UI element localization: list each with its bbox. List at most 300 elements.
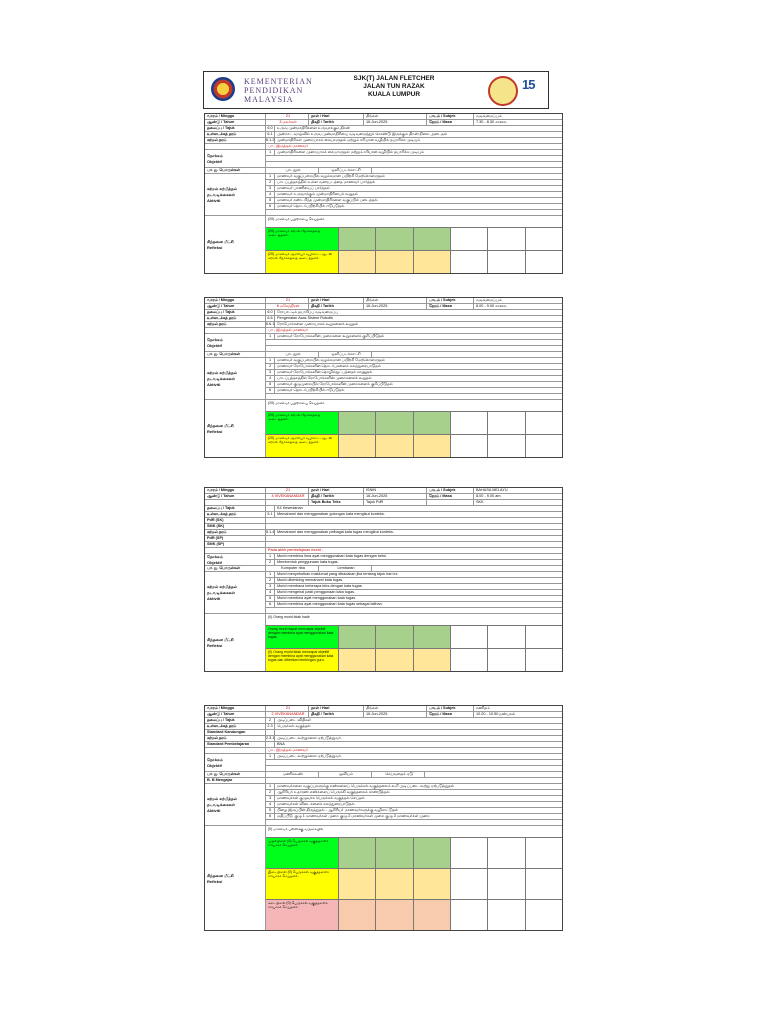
tajuk-pdr-label: Tajuk PdR — [364, 500, 427, 505]
activity-step-number: 4 — [266, 192, 275, 197]
topic-number: 6.0 — [266, 310, 275, 315]
subject-value: BAHASA MELAYU — [476, 488, 508, 492]
learning-standard-value: Memahami dan menggunakan pelbagai kata tugas mengikut konteks. — [277, 530, 394, 534]
activities-section — [205, 358, 562, 400]
blank-row — [266, 820, 562, 825]
reflection-checkbox-grid — [339, 412, 562, 434]
week-label: வாரம் / Minggu — [205, 706, 266, 711]
activities-section — [205, 784, 562, 826]
reflection-checkbox-cell[interactable] — [414, 412, 451, 434]
teaching-aid-item: மணிக்கூண் — [266, 772, 319, 777]
activity-step-text: மாணவர் உருவாக்கும் முன்மாதிரியைக் கூறுதல் — [277, 192, 358, 196]
activity-step-text: Murid menyebutkan maklumat yang dibacakan jika tentang tajuk hari ini. — [277, 572, 399, 576]
teaching-aids-label: பா. து. பொருள்கள் — [205, 772, 266, 777]
activity-step-text: பிழை இருப்பின் திருத்துதல் - ஆசிரியர் மாணவர்களுக்கு வழிகாட்டுதல் — [277, 808, 399, 812]
time-value: 8.00 - 9.00 am — [476, 494, 501, 498]
reflection-checkbox-cell[interactable] — [376, 251, 413, 273]
class-label: ஆண்டு / Tahun — [205, 304, 266, 309]
reflection-level-text: இடைநிலை (0) பெருக்கல் வகுத்தலைச் சரியாகச் செய்தனர். — [266, 869, 339, 899]
reflection-label — [205, 826, 266, 930]
learning-standard-label: கற்றல் தரம் — [205, 322, 266, 327]
reflection-body — [266, 400, 562, 457]
empty-cell — [427, 500, 474, 505]
empty-cell — [266, 778, 562, 783]
reflection-checkbox-cell[interactable] — [339, 649, 376, 671]
reflection-checkbox-cell[interactable] — [526, 228, 562, 250]
objective-number: 1 — [266, 554, 275, 559]
reflection-checkbox-cell[interactable] — [414, 649, 451, 671]
reflection-checkbox-cell[interactable] — [488, 900, 525, 930]
reflection-subtitle: Refleksi — [207, 643, 223, 648]
activity-step-text: பாடப்புத்தகத்தில் உள்ள வரைபடத்தை மாணவர் பார்த்தல் — [277, 180, 376, 184]
reflection-title: சிந்தனை மீட்சி — [207, 239, 234, 244]
week-label: வாரம் / Minggu — [205, 488, 266, 493]
objective-text: Murid membina lima ayat menggunakan kata tugas dengan betul. — [277, 554, 388, 558]
activities-label — [205, 174, 266, 215]
reflection-label — [205, 216, 266, 273]
tajuk-buku-label: Tajuk Buku Teks — [309, 500, 364, 505]
activities-body — [266, 358, 562, 399]
reflection-level-text: (0) Orang murid tidak mencapai objektif dengan membina ayat menggunakan kata tugas dan diberikan bimbingan guru. — [266, 649, 339, 671]
activity-step-number: 3 — [266, 796, 275, 801]
reflection-section — [205, 826, 562, 930]
teaching-aids-label: பா. து. பொருள்கள் — [205, 566, 266, 571]
activities-title: கற்றல் கற்பித்தல் நடவடிக்கைகள் — [207, 370, 237, 381]
teaching-aids-label: பா. து. பொருள்கள் — [205, 352, 266, 357]
activities-body — [266, 784, 562, 825]
reflection-checkbox-cell[interactable] — [526, 251, 562, 273]
reflection-checkbox-grid — [339, 900, 562, 930]
topic-number: 6.0 — [266, 126, 275, 131]
class-value: 4 VIVEKANANDAR — [266, 494, 309, 499]
reflection-attendance-row — [266, 216, 562, 228]
learning-standard-value: ரோபோக்களை முறையாகக் கூறுகளைக் கூறுதல் — [277, 322, 359, 326]
reflection-checkbox-cell[interactable] — [376, 435, 413, 457]
week-value: 21 — [266, 706, 309, 711]
reflection-title: சிந்தனை மீட்சி — [207, 423, 234, 428]
activity-step-text: மாணவர் பாணியைப் பார்த்தல் — [277, 186, 330, 190]
day-label: நாள் / Hari — [309, 706, 364, 711]
reflection-checkbox-cell[interactable] — [526, 869, 562, 899]
reflection-checkbox-cell[interactable] — [339, 251, 376, 273]
teaching-aid-item: ஒளிப்படக்காட்சி — [319, 168, 372, 173]
day-label: நாள் / Hari — [309, 114, 364, 119]
reflection-level-row — [266, 869, 562, 900]
content-standard-value: Memahami dan menggunakan golongan kata mengikut konteks. — [277, 512, 385, 516]
week-label: வாரம் / Minggu — [205, 114, 266, 119]
pdr-label: SMK (SP) — [205, 542, 266, 547]
learning-standard-value: முன்மாதிரிகள் முறையாகக் கையாளுதல் மற்றும் சரியான வழியில் தயாரிக்க முடியும் — [277, 138, 421, 142]
activity-step-text: மாணவர்கள் விடைகளைக் கலந்துரையாடுதல் — [277, 802, 355, 806]
activity-step-number: 4 — [266, 590, 275, 595]
empty-cell — [266, 518, 562, 523]
reflection-checkbox-cell[interactable] — [451, 435, 488, 457]
reflection-checkbox-grid — [339, 626, 562, 648]
pdr-label: PdR (SP) — [205, 536, 266, 541]
activities-section — [205, 174, 562, 216]
objective-label — [205, 554, 266, 565]
objective-section — [205, 150, 562, 168]
reflection-checkbox-cell[interactable] — [526, 838, 562, 868]
topic-value: உருவ முன்மாதிரிகளை உருவாக்கும் திறன் — [277, 126, 350, 130]
topic-label: தலைப்பு / Tajuk — [205, 126, 266, 131]
topic-value: ரோபாட்டிக் தயாரிப்பு வடிவமைப்பு — [277, 310, 338, 314]
reflection-attendance-text: (0) மாணவர் பள்ளிக்கு வருகையில். — [268, 827, 325, 831]
time-value: 10.20 - 10.50 நண்பகல் — [476, 712, 516, 716]
reflection-level-row — [266, 649, 562, 671]
empty-cell — [266, 542, 562, 547]
activity-step-text: Murid membaca beberapa teks dengan kata tugas. — [277, 584, 363, 588]
day-label: நாள் / Hari — [309, 298, 364, 303]
teaching-aid-item: பாடநூல் — [266, 352, 319, 357]
week-value: 21 — [266, 298, 309, 303]
reflection-checkbox-cell[interactable] — [451, 626, 488, 648]
activity-step-text: மாணவர் தொடர்பயிற்சியில் ஈடுபடுதல் — [277, 204, 345, 208]
ministry-name: KEMENTERIAN PENDIDIKAN MALAYSIA — [244, 76, 313, 104]
reflection-checkbox-cell[interactable] — [414, 435, 451, 457]
class-label: ஆண்டு / Tahun — [205, 712, 266, 717]
reflection-attendance-text: (0) Orang murid tidak hadir — [268, 615, 310, 619]
activity-step-number: 1 — [266, 174, 275, 179]
reflection-checkbox-cell[interactable] — [414, 251, 451, 273]
reflection-checkbox-cell[interactable] — [414, 869, 451, 899]
content-standard-number: 6.6 — [266, 316, 275, 321]
activities-body — [266, 572, 562, 613]
reflection-subtitle: Refleksi — [207, 878, 223, 884]
class-value: 6 மகேந்திரன் — [266, 304, 309, 309]
topic-number: 2 — [266, 718, 275, 723]
empty-cell — [266, 500, 309, 505]
reflection-checkbox-cell[interactable] — [376, 838, 413, 868]
date-value: 16-Jun-2025 — [364, 304, 427, 309]
learning-standard-number: 6.1.2 — [266, 138, 275, 142]
date-value: 16-Jun-2025 — [364, 494, 427, 499]
activities-label — [205, 358, 266, 399]
activity-step-number: 3 — [266, 370, 275, 375]
activity-step-number: 4 — [266, 376, 275, 381]
activity-step-text: Murid dibimbing memahami kata tugas. — [277, 578, 344, 582]
learning-standard-number: 5.1.4 — [266, 530, 275, 534]
reflection-checkbox-cell[interactable] — [339, 869, 376, 899]
subject-value: கணிதம் — [476, 706, 490, 710]
reflection-checkbox-grid — [339, 838, 562, 868]
time-value: 8.00 - 9.00 காலை — [476, 304, 507, 308]
empty-cell — [275, 730, 562, 735]
lesson-block — [204, 487, 563, 672]
reflection-level-text: (20) மாணவர் கற்றல் நோக்கத்தை அடைந்தனர். — [266, 228, 339, 250]
class-value: 3 மலர்கள் — [266, 120, 309, 125]
date-value: 16-Jun-2025 — [364, 712, 427, 717]
content-standard-label: உள்ளடக்கத் தரம் — [205, 316, 266, 321]
objective-body — [266, 150, 562, 167]
reflection-checkbox-cell[interactable] — [339, 435, 376, 457]
learning-standard-sublabel: Standard Pembelajaran — [205, 742, 266, 747]
reflection-level-text: Orang murid dapat mencapai objektif dengan membina ayat menggunakan kata tugas. — [266, 626, 339, 648]
activity-step-number: 1 — [266, 358, 275, 363]
reflection-body — [266, 614, 562, 671]
content-standard-number: 2.3 — [266, 724, 275, 729]
reflection-level-row — [266, 412, 562, 435]
topic-number — [266, 506, 275, 511]
topic-value: அடிப்படை விதிகள் — [277, 718, 311, 722]
blank-row — [266, 162, 562, 167]
time-value: 7.30 - 8.30 காலை — [476, 120, 507, 124]
objective-text: Membentuk penggunaan kata tugas. — [277, 560, 339, 564]
activities-label — [205, 572, 266, 613]
activities-subtitle: Aktiviti — [207, 596, 221, 601]
teaching-aid-item: Lembaran — [319, 566, 372, 571]
reflection-subtitle: Refleksi — [207, 245, 223, 250]
activity-step-number: 4 — [266, 802, 275, 807]
empty-cell — [372, 352, 562, 357]
reflection-checkbox-cell[interactable] — [451, 251, 488, 273]
reflection-level-row — [266, 900, 562, 930]
class-label: ஆண்டு / Tahun — [205, 494, 266, 499]
objective-text: அடிப்படை கூற்றுகளை ஏற்படுத்துவர். — [277, 754, 342, 758]
reflection-checkbox-cell[interactable] — [488, 626, 525, 648]
reflection-checkbox-cell[interactable] — [526, 435, 562, 457]
reflection-checkbox-cell[interactable] — [339, 626, 376, 648]
reflection-checkbox-cell[interactable] — [488, 251, 525, 273]
reflection-checkbox-cell[interactable] — [451, 649, 488, 671]
reflection-checkbox-cell[interactable] — [376, 869, 413, 899]
time-label: நேரம் / Masa — [427, 304, 474, 309]
activity-step-number: 1 — [266, 572, 275, 577]
empty-cell — [372, 168, 562, 173]
day-value: ISNIN — [364, 488, 427, 493]
subject-label: பாடம் / Subjek — [427, 298, 474, 303]
reflection-checkbox-cell[interactable] — [488, 649, 525, 671]
reflection-checkbox-cell[interactable] — [339, 900, 376, 930]
school-name: SJK(T) JALAN FLETCHER JALAN TUN RAZAK KUALA LUMPUR — [353, 75, 435, 98]
reflection-title: சிந்தனை மீட்சி — [207, 637, 234, 642]
week-value: 21 — [266, 114, 309, 119]
activity-step-number: 5 — [266, 198, 275, 203]
subject-label: பாடம் / Subjek — [427, 114, 474, 119]
reflection-checkbox-cell[interactable] — [488, 435, 525, 457]
subject-value: வடிவமைப்பும் — [476, 298, 502, 302]
day-value: திங்கள் — [364, 114, 427, 119]
lesson-block — [204, 297, 563, 458]
reflection-level-text: முதல்நிலை (0) பெருக்கல் வகுத்தலைச் சரியாகச் செய்தனர். — [266, 838, 339, 868]
reflection-section — [205, 400, 562, 457]
week-label: வாரம் / Minggu — [205, 298, 266, 303]
reflection-label — [205, 614, 266, 671]
reflection-label — [205, 400, 266, 457]
empty-cell — [266, 524, 562, 529]
blank-row — [266, 346, 562, 351]
week-value: 21 — [266, 488, 309, 493]
reflection-checkbox-cell[interactable] — [526, 626, 562, 648]
empty-cell — [205, 748, 266, 753]
blank-row — [266, 608, 562, 613]
blank-row — [266, 394, 562, 399]
empty-cell — [205, 144, 266, 149]
date-label: திகதி / Tarikh — [309, 494, 364, 499]
objective-subtitle: Objektif — [207, 560, 222, 565]
reflection-checkbox-cell[interactable] — [414, 626, 451, 648]
date-label: திகதி / Tarikh — [309, 712, 364, 717]
activity-step-number: 6 — [266, 204, 275, 209]
reflection-checkbox-cell[interactable] — [339, 838, 376, 868]
reflection-checkbox-cell[interactable] — [414, 900, 451, 930]
activities-body — [266, 174, 562, 215]
learning-standard-extra: BNA — [277, 742, 285, 746]
activity-step-text: மாணவர் வகுப்பறையில் வழக்கமான பயிற்சி மேற்கொள்ளுதல் — [277, 358, 385, 362]
learner-note: பா - இருத்தல் மாணவர் — [268, 328, 309, 332]
learner-note: பா - இருத்தல் மாணவர் — [268, 748, 309, 752]
empty-cell — [266, 536, 562, 541]
day-label: நாள் / Hari — [309, 488, 364, 493]
reflection-checkbox-cell[interactable] — [488, 412, 525, 434]
activity-step-number: 2 — [266, 180, 275, 185]
reflection-level-text: (20) மாணவர் ஆசிரியர் வழிகாட்டலுடன் கற்றல் நோக்கத்தை அடைந்தனர். — [266, 435, 339, 457]
teaching-aid-item: ஒளிப்படக்காட்சி — [319, 352, 372, 357]
day-value: திங்கள் — [364, 298, 427, 303]
activity-step-number: 3 — [266, 186, 275, 191]
activities-subtitle: Aktiviti — [207, 382, 221, 387]
reflection-checkbox-cell[interactable] — [451, 412, 488, 434]
activity-step-number: 5 — [266, 382, 275, 387]
empty-cell — [266, 742, 275, 747]
class-value: 2 VIVEKANANDAR — [266, 712, 309, 717]
learning-standard-label: கற்றல் தரம் — [205, 530, 266, 535]
reflection-checkbox-cell[interactable] — [376, 900, 413, 930]
pdr-label: PdR (SK) — [205, 518, 266, 523]
reflection-section — [205, 216, 562, 273]
objective-subtitle: Objektif — [207, 159, 222, 164]
content-standard-label: உள்ளடக்கத் தரம் — [205, 512, 266, 517]
reflection-checkbox-cell[interactable] — [376, 626, 413, 648]
reflection-checkbox-cell[interactable] — [376, 412, 413, 434]
activity-step-text: ஆசிரியர் உதாரண எண்களைப் பெருக்கி வகுத்தலைக் காண்பித்தல் — [277, 790, 390, 794]
reflection-checkbox-cell[interactable] — [526, 900, 562, 930]
activity-step-text: மாணவர் கண்டறிந்த முன்மாதிரிகளை வகுப்பில் படைத்தல் — [277, 198, 378, 202]
reflection-attendance-row — [266, 614, 562, 626]
objective-number: 2 — [266, 560, 275, 565]
blank-row — [266, 210, 562, 215]
content-standard-value: பெருக்கல் வகுத்தல் — [277, 724, 311, 728]
lesson-block — [204, 705, 563, 931]
activity-step-number: 6 — [266, 814, 275, 819]
reflection-checkbox-grid — [339, 251, 562, 273]
activity-step-number: 2 — [266, 790, 275, 795]
reflection-attendance-text: (20) மாணவர் பயிற்சியை செய்தனர். — [268, 401, 326, 405]
activity-step-text: மாணவர் தொடர்பயிற்சியில் ஈடுபடுதல் — [277, 388, 345, 392]
empty-cell — [205, 500, 266, 505]
reflection-checkbox-cell[interactable] — [339, 412, 376, 434]
objective-body — [266, 754, 562, 771]
reflection-checkbox-cell[interactable] — [376, 228, 413, 250]
reflection-checkbox-cell[interactable] — [414, 838, 451, 868]
activity-step-text: மாணவர் ரோபோக்களின் தொழில்நுட்பத்தைக் காணுதல் — [277, 370, 373, 374]
objective-label — [205, 754, 266, 771]
reflection-checkbox-cell[interactable] — [376, 649, 413, 671]
activity-step-text: மாணவர்கள் குழுவாக பெருக்கல் வகுத்தல் செய்தல் — [277, 796, 365, 800]
empty-cell — [372, 566, 562, 571]
anniversary-logo: 15 — [522, 77, 535, 92]
day-value: திங்கள் — [364, 706, 427, 711]
activity-step-number: 5 — [266, 596, 275, 601]
activity-step-number: 6 — [266, 388, 275, 393]
topic-label: தலைப்பு / Tajuk — [205, 506, 266, 511]
empty-cell — [205, 328, 266, 333]
reflection-checkbox-cell[interactable] — [414, 228, 451, 250]
reflection-checkbox-cell[interactable] — [451, 838, 488, 868]
reflection-checkbox-cell[interactable] — [488, 228, 525, 250]
teaching-aid-item: Komputer riba — [266, 566, 319, 571]
objective-title: நோக்கம் — [207, 153, 223, 158]
empty-cell — [205, 548, 266, 553]
time-label: நேரம் / Masa — [427, 712, 474, 717]
topic-value: K4 Kesenianan — [277, 506, 303, 510]
subject-label: பாடம் / Subjek — [427, 488, 474, 493]
subject-label: பாடம் / Subjek — [427, 706, 474, 711]
objective-body — [266, 334, 562, 351]
content-standard-number: 5.1 — [266, 512, 275, 517]
objective-subtitle: Objektif — [207, 763, 222, 768]
content-standard-value: அன்றாட வாழ்வில் உருவ முன்மாதிரியை வடிவமைத்துக் கொண்டு இருக்கும் திறன் நிலை அடைதல் — [277, 132, 447, 136]
learner-note: பா - இருத்தல் மாணவர் — [268, 144, 309, 148]
objective-title: நோக்கம் — [207, 337, 223, 342]
activity-step-number: 5 — [266, 808, 275, 813]
time-label: நேரம் / Masa — [427, 494, 474, 499]
reflection-checkbox-cell[interactable] — [451, 228, 488, 250]
learning-standard-label: கற்றல் தரம் — [205, 736, 266, 741]
learning-standard-number: 6.6.1 — [266, 322, 275, 326]
blank-row — [266, 766, 562, 771]
reflection-checkbox-cell[interactable] — [488, 838, 525, 868]
reflection-checkbox-cell[interactable] — [339, 228, 376, 250]
reflection-checkbox-cell[interactable] — [451, 869, 488, 899]
activity-step-number: 2 — [266, 578, 275, 583]
reflection-level-text: (20) மாணவர் கற்றல் நோக்கத்தை அடைந்தனர். — [266, 412, 339, 434]
objective-subtitle: Objektif — [207, 343, 222, 348]
objective-section — [205, 334, 562, 352]
activity-step-text: Murid membina ayat menggunakan kata tugas sebagai latihan. — [277, 602, 383, 606]
topic-label: தலைப்பு / Tajuk — [205, 310, 266, 315]
reflection-attendance-row — [266, 826, 562, 838]
activity-step-number: 3 — [266, 584, 275, 589]
reflection-checkbox-cell[interactable] — [488, 869, 525, 899]
activity-step-text: மாணவர் குழுமுறையில் ரோபோக்களின் முறைகளைக் குறிப்பிடுதல் — [277, 382, 393, 386]
learning-standard-value: அடிப்படை கூற்றுகளை ஏற்படுத்துவர். — [277, 736, 342, 740]
reflection-checkbox-cell[interactable] — [526, 412, 562, 434]
reflection-level-row — [266, 626, 562, 649]
activity-step-text: மாணவர் ரோபோக்களின் தொடர்புகளைக் கலந்துரையாடுதல் — [277, 364, 381, 368]
objective-item — [266, 560, 562, 565]
activity-step-text: மாணவர்களை வகுப்புகளுக்கு எண்களைப் பெருக்கல் வகுத்தலைக் கூறி அடிப்படை கூற்று ஏற்படுத்துதல் — [277, 784, 454, 788]
reflection-checkbox-cell[interactable] — [526, 649, 562, 671]
school-badge-logo — [488, 76, 518, 106]
ministry-crest-logo — [208, 75, 238, 105]
empty-cell — [425, 772, 562, 777]
activities-title: கற்றல் கற்பித்தல் நடவடிக்கைகள் — [207, 584, 237, 595]
reflection-checkbox-cell[interactable] — [451, 900, 488, 930]
reflection-attendance-row — [266, 400, 562, 412]
activities-section — [205, 572, 562, 614]
content-standard-label: உள்ளடக்கத் தரம் — [205, 724, 266, 729]
teaching-aid-item: ஓவியம் — [319, 772, 372, 777]
date-label: திகதி / Tarikh — [309, 304, 364, 309]
teaching-aid-item: செய்வதைக் ஏடு — [372, 772, 425, 777]
document-header — [203, 71, 549, 109]
objective-label — [205, 150, 266, 167]
teaching-aids-label: பா. து. பொருள்கள் — [205, 168, 266, 173]
topic-label: தலைப்பு / Tajuk — [205, 718, 266, 723]
objective-number: 1 — [266, 754, 275, 759]
date-label: திகதி / Tarikh — [309, 120, 364, 125]
